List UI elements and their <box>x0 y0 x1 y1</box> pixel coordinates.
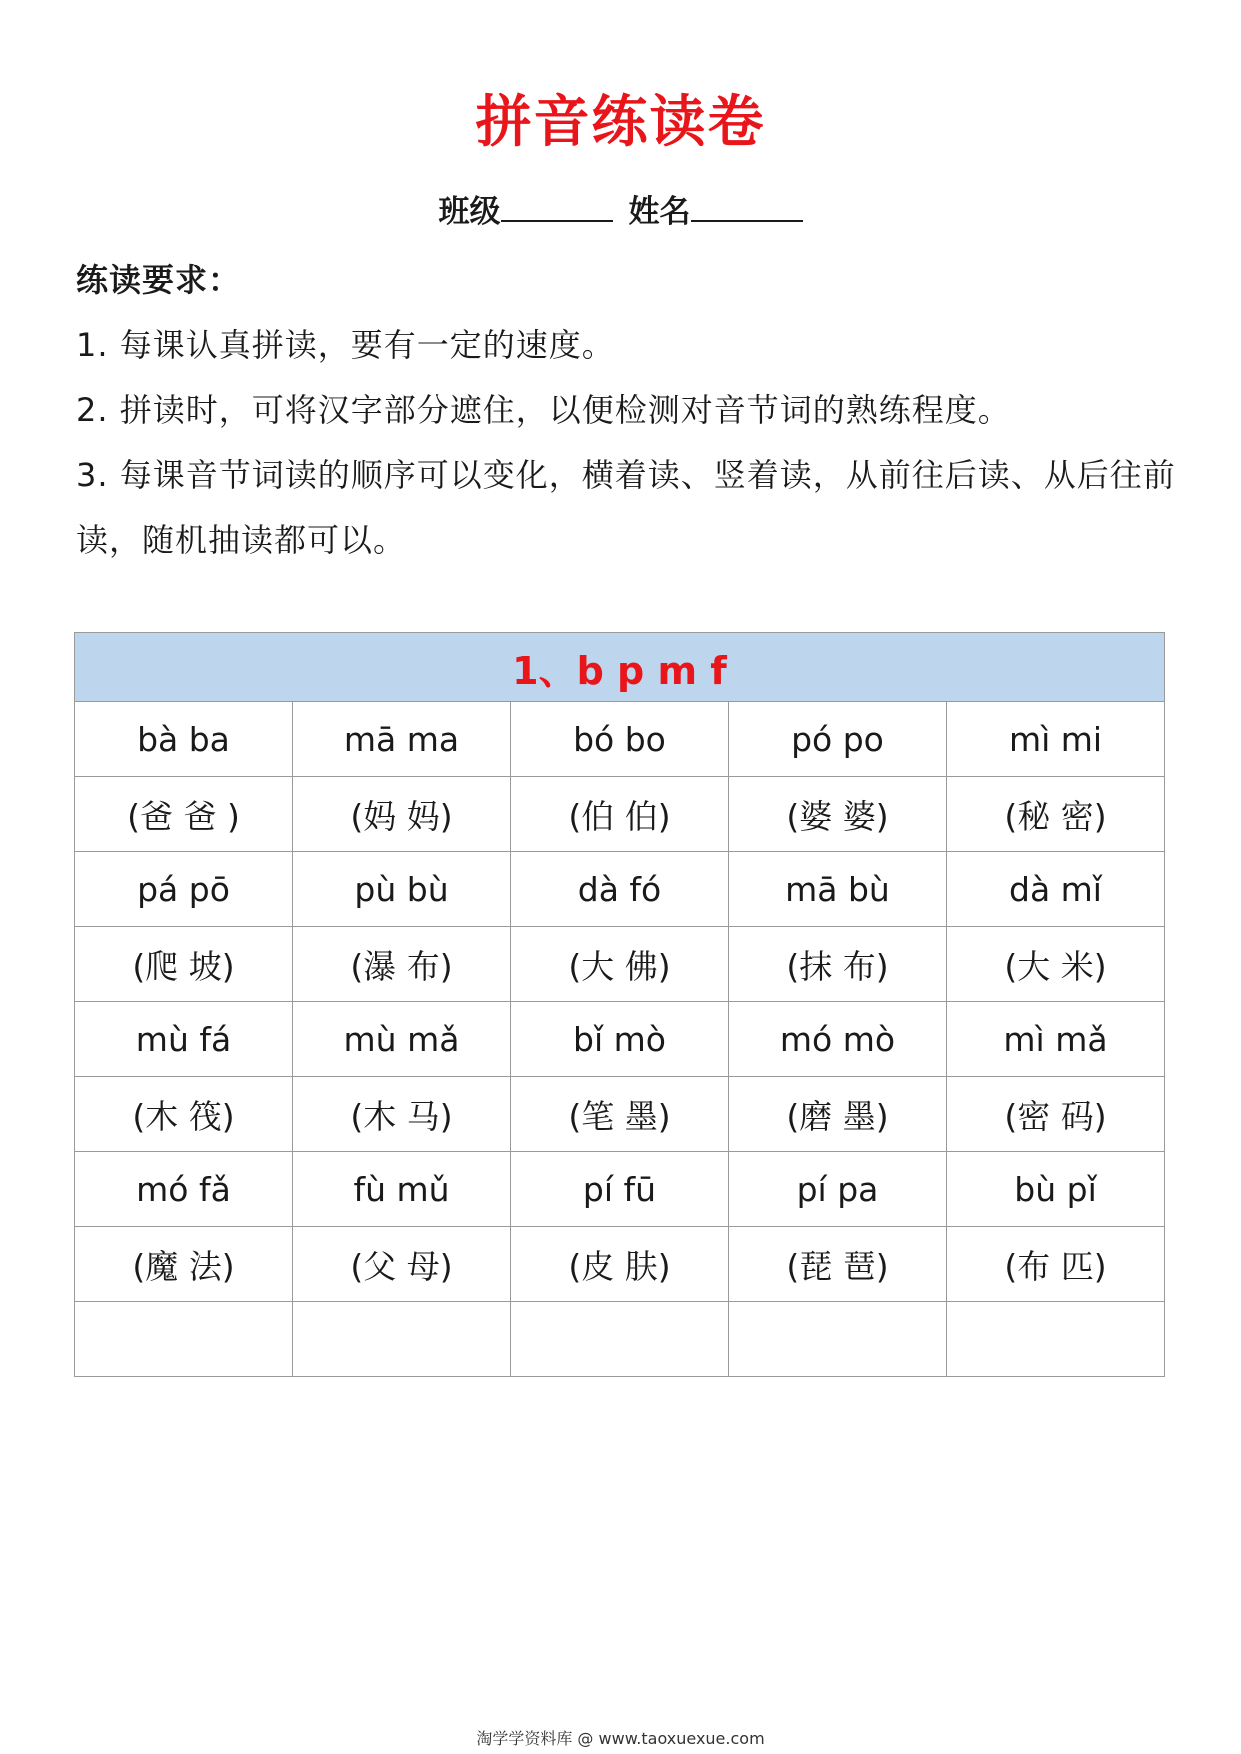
hanzi-cell: (木 马) <box>293 1077 511 1152</box>
hanzi-cell: (布 匹) <box>947 1227 1165 1302</box>
hanzi-cell: (磨 墨) <box>729 1077 947 1152</box>
table-row <box>75 1002 1165 1077</box>
hanzi-cell: (秘 密) <box>947 777 1165 852</box>
empty-cell <box>293 1302 511 1377</box>
pinyin-cell: mā ma <box>293 702 511 777</box>
hanzi-cell: (爬 坡) <box>75 927 293 1002</box>
pinyin-cell: mā bù <box>729 852 947 927</box>
table-row <box>75 927 1165 1002</box>
empty-cell <box>947 1302 1165 1377</box>
page-title: 拼音练读卷 <box>475 90 766 155</box>
pinyin-cell: bó bo <box>511 702 729 777</box>
class-name-row <box>0 186 1241 234</box>
table-row <box>75 852 1165 927</box>
requirements-heading: 练读要求： <box>76 261 242 299</box>
hanzi-cell: (瀑 布) <box>293 927 511 1002</box>
empty-cell <box>729 1302 947 1377</box>
table-header-row <box>75 633 1165 702</box>
class-label: 班级 <box>438 194 501 230</box>
pinyin-cell: bù pǐ <box>947 1152 1165 1227</box>
pinyin-cell: pí fū <box>511 1152 729 1227</box>
hanzi-cell: (婆 婆) <box>729 777 947 852</box>
pinyin-cell: bà ba <box>75 702 293 777</box>
pinyin-table <box>74 632 1165 1377</box>
hanzi-cell: (抹 布) <box>729 927 947 1002</box>
pinyin-cell: mù fá <box>75 1002 293 1077</box>
hanzi-cell: (笔 墨) <box>511 1077 729 1152</box>
hanzi-cell: (大 米) <box>947 927 1165 1002</box>
pinyin-cell: dà mǐ <box>947 852 1165 927</box>
hanzi-cell: (父 母) <box>293 1227 511 1302</box>
table-row-empty <box>75 1302 1165 1377</box>
pinyin-cell: pí pa <box>729 1152 947 1227</box>
empty-cell <box>511 1302 729 1377</box>
hanzi-cell: (爸 爸 ) <box>75 777 293 852</box>
pinyin-cell: fù mǔ <box>293 1152 511 1227</box>
empty-cell <box>75 1302 293 1377</box>
hanzi-cell: (琵 琶) <box>729 1227 947 1302</box>
table-header: 1、b p m f <box>75 633 1165 702</box>
hanzi-cell: (伯 伯) <box>511 777 729 852</box>
requirement-item: 2. 拼读时，可将汉字部分遮住，以便检测对音节词的熟练程度。 <box>76 391 1011 429</box>
hanzi-cell: (大 佛) <box>511 927 729 1002</box>
hanzi-cell: (妈 妈) <box>293 777 511 852</box>
table-row <box>75 1077 1165 1152</box>
name-label: 姓名 <box>628 194 691 230</box>
requirements <box>76 248 1176 573</box>
pinyin-cell: dà fó <box>511 852 729 927</box>
pinyin-cell: mì mi <box>947 702 1165 777</box>
pinyin-cell: mó fǎ <box>75 1152 293 1227</box>
pinyin-cell: mó mò <box>729 1002 947 1077</box>
pinyin-cell: mù mǎ <box>293 1002 511 1077</box>
hanzi-cell: (魔 法) <box>75 1227 293 1302</box>
requirement-item: 3. 每课音节词读的顺序可以变化，横着读、竖着读，从前往后读、从后往前读，随机抽读都可以。 <box>76 456 1176 559</box>
pinyin-cell: bǐ mò <box>511 1002 729 1077</box>
table-row <box>75 1152 1165 1227</box>
table-row <box>75 1227 1165 1302</box>
table-row <box>75 777 1165 852</box>
pinyin-cell: mì mǎ <box>947 1002 1165 1077</box>
footer-watermark: 淘学学资料库 @ www.taoxuexue.com <box>476 1729 765 1748</box>
table-row <box>75 702 1165 777</box>
hanzi-cell: (木 筏) <box>75 1077 293 1152</box>
pinyin-cell: pó po <box>729 702 947 777</box>
hanzi-cell: (皮 肤) <box>511 1227 729 1302</box>
pinyin-cell: pù bù <box>293 852 511 927</box>
pinyin-cell: pá pō <box>75 852 293 927</box>
hanzi-cell: (密 码) <box>947 1077 1165 1152</box>
name-blank <box>691 186 803 222</box>
class-blank <box>501 186 613 222</box>
requirement-item: 1. 每课认真拼读，要有一定的速度。 <box>76 326 615 364</box>
